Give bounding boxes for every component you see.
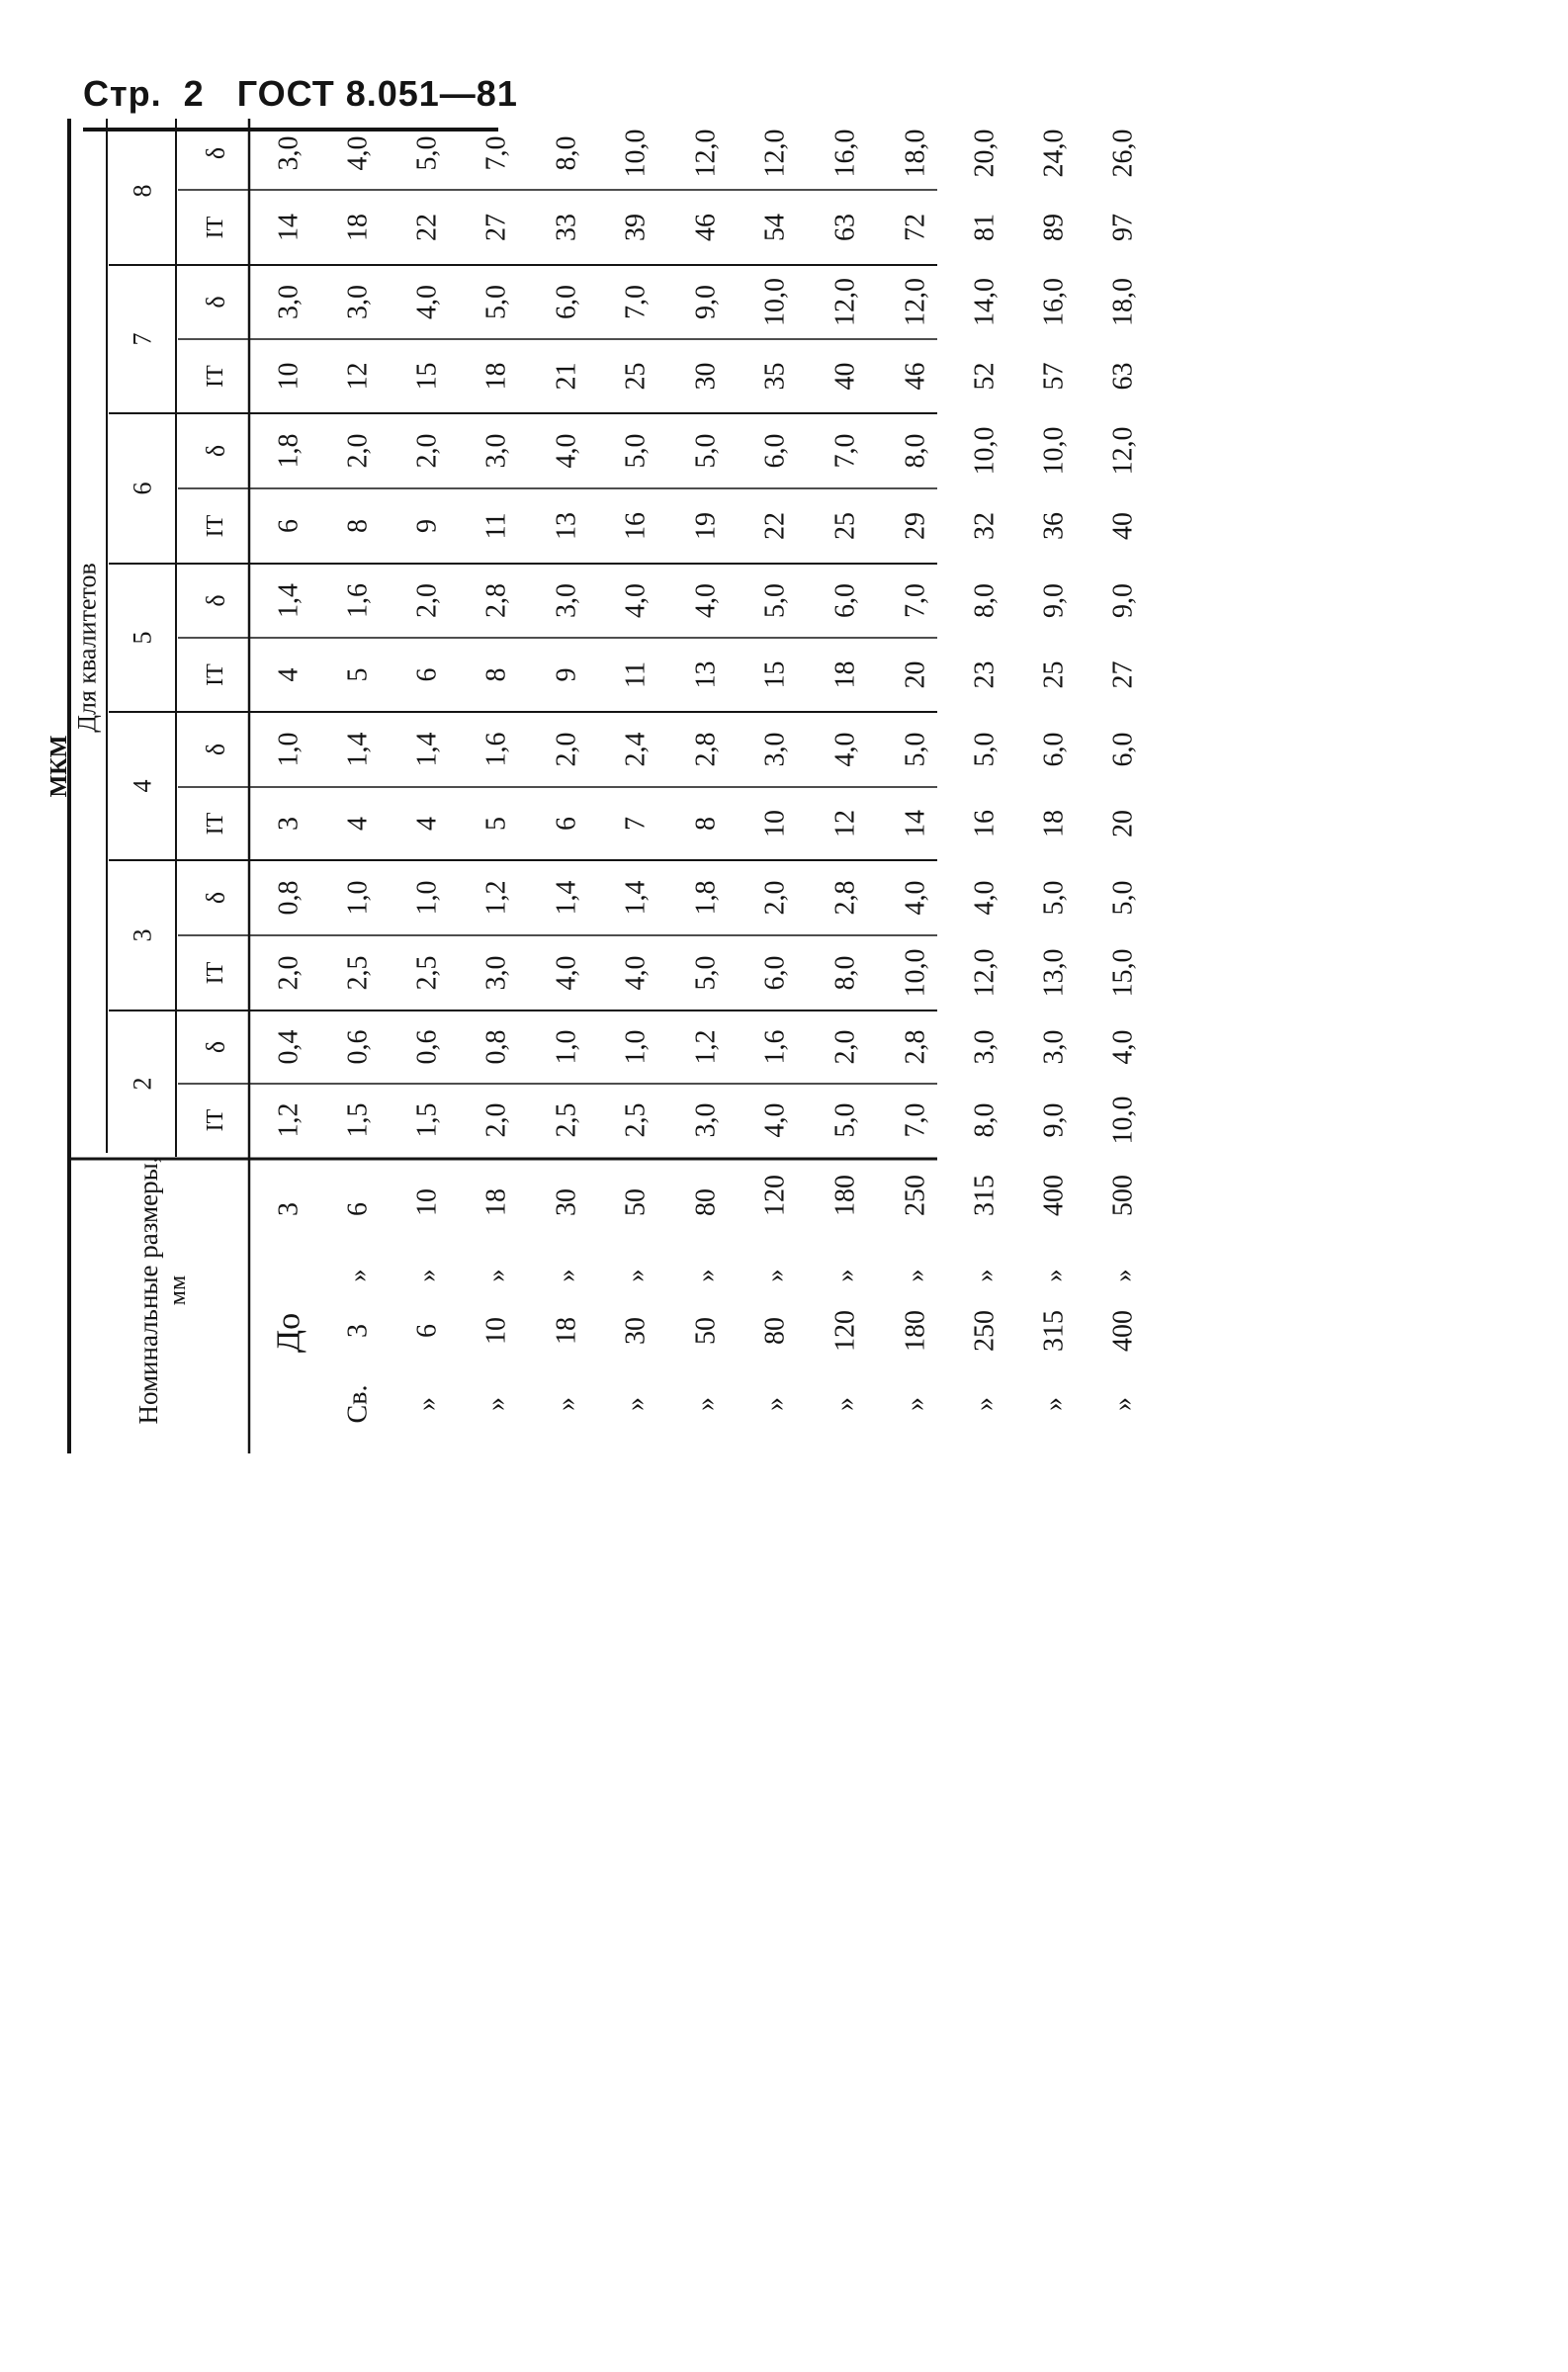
size-to: 6	[342, 1202, 374, 1216]
it-value: 46	[900, 362, 931, 391]
size-separator: »	[343, 1269, 373, 1282]
delta-value: 7,0	[900, 583, 931, 618]
it-value: 81	[969, 214, 1001, 241]
it-value: 3	[273, 817, 305, 831]
it-value: 97	[1107, 214, 1139, 241]
delta-value: 10,0	[1038, 426, 1070, 476]
delta-value: 6,0	[829, 583, 861, 618]
delta-value: 1,0	[342, 880, 374, 916]
delta-value: 1,4	[620, 880, 652, 916]
delta-value: 1,0	[273, 732, 305, 767]
delta-value: 4,0	[969, 880, 1001, 916]
size-prefix: »	[551, 1397, 582, 1411]
delta-value: 4,0	[829, 732, 861, 767]
delta-value: 2,8	[480, 583, 512, 618]
it-value: 27	[480, 214, 512, 241]
delta-value: 2,4	[620, 732, 652, 767]
it-value: 18	[829, 660, 861, 689]
quality-number: 2	[128, 1077, 157, 1091]
delta-value: 2,0	[829, 1029, 861, 1065]
size-to: 120	[759, 1175, 791, 1216]
delta-value: 1,0	[620, 1029, 652, 1065]
delta-value: 6,0	[759, 433, 791, 469]
size-to: 180	[829, 1175, 861, 1216]
it-value: 2,5	[620, 1102, 652, 1138]
delta-value: 4,0	[690, 583, 722, 618]
it-value: 4,0	[551, 955, 582, 991]
it-value: 1,5	[342, 1102, 374, 1138]
quality-number: 4	[128, 779, 157, 793]
it-value: 36	[1038, 512, 1070, 540]
it-value: 4	[411, 817, 443, 831]
it-value: 22	[759, 512, 791, 540]
page-number: 2	[183, 73, 205, 114]
delta-value: 12,0	[829, 278, 861, 326]
it-value: 63	[829, 214, 861, 241]
delta-value: 1,6	[480, 732, 512, 767]
delta-value: 1,2	[480, 880, 512, 916]
it-value: 14	[900, 810, 931, 837]
size-prefix: »	[1038, 1397, 1070, 1411]
it-value: 25	[829, 512, 861, 540]
it-value: 3,0	[480, 955, 512, 991]
it-value: 40	[1107, 512, 1139, 540]
it-value: 20	[1107, 810, 1139, 837]
delta-value: 2,0	[759, 880, 791, 916]
delta-value: 9,0	[1038, 583, 1070, 618]
it-value: 32	[969, 512, 1001, 540]
delta-value: 18,0	[1107, 278, 1139, 326]
size-separator: »	[760, 1269, 790, 1282]
delta-subheader: δ	[201, 1040, 230, 1054]
quality-number: 6	[128, 482, 157, 495]
quality-number: 8	[128, 184, 157, 198]
it-value: 40	[829, 362, 861, 391]
quality-number: 3	[128, 928, 157, 942]
it-value: 46	[690, 214, 722, 241]
units-label: МКМ	[46, 735, 72, 798]
delta-value: 1,0	[411, 880, 443, 916]
it-value: 12,0	[969, 948, 1001, 998]
it-value: 3,0	[690, 1102, 722, 1138]
it-value: 6,0	[759, 955, 791, 991]
size-prefix: »	[759, 1397, 791, 1411]
it-value: 12	[829, 810, 861, 837]
delta-value: 7,0	[620, 285, 652, 319]
delta-value: 4,0	[551, 433, 582, 469]
it-value: 22	[411, 214, 443, 241]
delta-subheader: δ	[201, 743, 230, 756]
it-value: 35	[759, 362, 791, 391]
it-value: 2,5	[551, 1102, 582, 1138]
delta-value: 4,0	[900, 880, 931, 916]
delta-value: 0,4	[273, 1029, 305, 1065]
delta-value: 0,8	[273, 880, 305, 916]
it-value: 89	[1038, 214, 1070, 241]
size-from: 120	[829, 1310, 861, 1352]
size-to: 3	[273, 1202, 305, 1216]
size-to: 10	[411, 1188, 443, 1216]
delta-value: 2,8	[900, 1029, 931, 1065]
it-value: 2,5	[411, 955, 443, 991]
it-value: 4,0	[620, 955, 652, 991]
delta-value: 0,6	[342, 1029, 374, 1065]
delta-value: 3,0	[273, 135, 305, 171]
delta-value: 2,8	[690, 732, 722, 767]
size-from: 50	[690, 1317, 722, 1345]
delta-value: 6,0	[1038, 732, 1070, 767]
it-value: 16	[969, 810, 1001, 837]
size-prefix: »	[900, 1397, 931, 1411]
size-from: 10	[480, 1317, 512, 1345]
size-prefix: »	[620, 1397, 652, 1411]
delta-value: 6,0	[1107, 732, 1139, 767]
delta-value: 9,0	[1107, 583, 1139, 618]
it-value: 57	[1038, 362, 1070, 391]
delta-value: 1,4	[273, 583, 305, 618]
it-value: 10,0	[900, 948, 931, 998]
it-value: 33	[551, 214, 582, 241]
it-value: 30	[690, 362, 722, 391]
delta-subheader: δ	[201, 891, 230, 905]
delta-value: 2,0	[411, 433, 443, 469]
it-subheader: IT	[203, 812, 228, 835]
size-separator: »	[552, 1269, 581, 1282]
delta-value: 5,0	[690, 433, 722, 469]
size-header-line1: Номинальные размеры,	[133, 1156, 163, 1425]
it-value: 9	[551, 667, 582, 682]
delta-value: 7,0	[829, 433, 861, 469]
delta-value: 0,6	[411, 1029, 443, 1065]
delta-value: 7,0	[480, 135, 512, 171]
it-value: 8	[480, 667, 512, 682]
size-from: 18	[551, 1317, 582, 1345]
it-value: 13,0	[1038, 948, 1070, 998]
delta-subheader: δ	[201, 296, 230, 308]
it-value: 6	[551, 817, 582, 831]
delta-value: 18,0	[900, 129, 931, 178]
delta-value: 8,0	[551, 135, 582, 171]
it-value: 29	[900, 512, 931, 540]
delta-value: 4,0	[1107, 1029, 1139, 1065]
size-to: 50	[620, 1188, 652, 1216]
it-value: 12	[342, 362, 374, 391]
delta-value: 12,0	[1107, 426, 1139, 476]
size-from: 315	[1038, 1310, 1070, 1352]
delta-value: 10,0	[969, 426, 1001, 476]
delta-value: 2,0	[342, 433, 374, 469]
size-prefix: »	[969, 1397, 1001, 1411]
it-value: 72	[900, 214, 931, 241]
it-value: 8	[342, 519, 374, 533]
delta-value: 1,4	[342, 732, 374, 767]
it-value: 16	[620, 512, 652, 540]
delta-value: 1,4	[551, 880, 582, 916]
quality-number: 5	[128, 631, 157, 645]
size-from: До	[270, 1312, 307, 1354]
size-header-line2: мм	[165, 1274, 191, 1306]
it-value: 15	[411, 362, 443, 391]
it-subheader: IT	[203, 1108, 228, 1132]
delta-value: 0,8	[480, 1029, 512, 1065]
it-value: 18	[480, 362, 512, 391]
size-from: 30	[620, 1317, 652, 1345]
it-value: 2,0	[273, 955, 305, 991]
delta-value: 8,0	[969, 583, 1001, 618]
delta-value: 3,0	[969, 1029, 1001, 1065]
size-from: 80	[759, 1317, 791, 1345]
delta-value: 10,0	[620, 129, 652, 178]
size-prefix: Св.	[342, 1384, 374, 1424]
it-value: 7	[620, 817, 652, 831]
page-label: Стр.	[83, 73, 162, 114]
it-value: 10	[759, 810, 791, 837]
delta-value: 5,0	[969, 732, 1001, 767]
size-to: 400	[1038, 1175, 1070, 1216]
it-value: 18	[342, 214, 374, 241]
delta-value: 1,6	[759, 1029, 791, 1065]
delta-value: 5,0	[759, 583, 791, 618]
it-value: 18	[1038, 810, 1070, 837]
size-from: 180	[900, 1310, 931, 1352]
size-separator: »	[901, 1269, 930, 1282]
it-value: 15	[759, 660, 791, 689]
it-value: 4,0	[759, 1102, 791, 1138]
size-to: 18	[480, 1188, 512, 1216]
delta-value: 5,0	[620, 433, 652, 469]
delta-value: 2,0	[411, 583, 443, 618]
delta-value: 26,0	[1107, 129, 1139, 178]
delta-value: 3,0	[273, 285, 305, 319]
delta-value: 12,0	[759, 129, 791, 178]
delta-subheader: δ	[201, 146, 230, 160]
it-value: 5	[480, 817, 512, 831]
it-value: 9	[411, 519, 443, 533]
size-to: 80	[690, 1188, 722, 1216]
delta-value: 1,2	[690, 1029, 722, 1065]
size-from: 400	[1107, 1310, 1139, 1352]
delta-value: 3,0	[342, 285, 374, 319]
delta-subheader: δ	[201, 594, 230, 607]
it-subheader: IT	[203, 514, 228, 538]
delta-value: 20,0	[969, 129, 1001, 178]
delta-value: 4,0	[411, 285, 443, 319]
it-value: 5,0	[829, 1102, 861, 1138]
delta-value: 14,0	[969, 278, 1001, 326]
it-value: 2,5	[342, 955, 374, 991]
delta-value: 5,0	[480, 285, 512, 319]
it-value: 4	[342, 817, 374, 831]
size-separator: »	[1108, 1269, 1138, 1282]
delta-value: 5,0	[411, 135, 443, 171]
it-subheader: IT	[203, 216, 228, 239]
delta-value: 3,0	[759, 732, 791, 767]
quality-number: 7	[128, 332, 157, 346]
delta-value: 16,0	[1038, 278, 1070, 326]
it-value: 11	[480, 512, 512, 540]
it-value: 19	[690, 512, 722, 540]
delta-value: 24,0	[1038, 129, 1070, 178]
it-value: 1,2	[273, 1102, 305, 1138]
size-to: 500	[1107, 1175, 1139, 1216]
it-value: 14	[273, 214, 305, 241]
it-value: 7,0	[900, 1102, 931, 1138]
it-value: 25	[1038, 660, 1070, 689]
it-subheader: IT	[203, 961, 228, 985]
delta-value: 1,4	[411, 732, 443, 767]
it-value: 6	[273, 519, 305, 533]
it-value: 27	[1107, 660, 1139, 689]
delta-value: 3,0	[1038, 1029, 1070, 1065]
it-value: 39	[620, 214, 652, 241]
it-value: 4	[273, 667, 305, 682]
it-value: 15,0	[1107, 948, 1139, 998]
it-value: 25	[620, 362, 652, 391]
size-prefix: »	[480, 1397, 512, 1411]
size-prefix: »	[1107, 1397, 1139, 1411]
delta-value: 5,0	[900, 732, 931, 767]
size-to: 250	[900, 1175, 931, 1216]
size-separator: »	[1039, 1269, 1069, 1282]
it-value: 10	[273, 362, 305, 391]
it-value: 13	[551, 512, 582, 540]
size-prefix: »	[829, 1397, 861, 1411]
delta-value: 1,0	[551, 1029, 582, 1065]
delta-value: 4,0	[620, 583, 652, 618]
size-to: 30	[551, 1188, 582, 1216]
delta-value: 10,0	[759, 278, 791, 326]
it-subheader: IT	[203, 365, 228, 388]
it-value: 52	[969, 362, 1001, 391]
size-prefix: »	[690, 1397, 722, 1411]
it-value: 8,0	[829, 955, 861, 991]
delta-value: 8,0	[900, 433, 931, 469]
delta-value: 1,8	[690, 880, 722, 916]
size-separator: »	[691, 1269, 721, 1282]
size-from: 3	[342, 1324, 374, 1338]
delta-value: 3,0	[551, 583, 582, 618]
it-value: 11	[620, 661, 652, 688]
size-separator: »	[830, 1269, 860, 1282]
size-separator: »	[970, 1269, 1000, 1282]
delta-value: 16,0	[829, 129, 861, 178]
delta-value: 12,0	[900, 278, 931, 326]
it-subheader: IT	[203, 663, 228, 686]
delta-value: 5,0	[1038, 880, 1070, 916]
it-value: 13	[690, 660, 722, 689]
it-value: 5	[342, 667, 374, 682]
delta-value: 4,0	[342, 135, 374, 171]
size-separator: »	[621, 1269, 651, 1282]
it-value: 5,0	[690, 955, 722, 991]
delta-value: 3,0	[480, 433, 512, 469]
it-value: 8,0	[969, 1102, 1001, 1138]
it-value: 1,5	[411, 1102, 443, 1138]
it-value: 8	[690, 817, 722, 831]
size-from: 6	[411, 1324, 443, 1338]
delta-value: 1,8	[273, 433, 305, 469]
size-to: 315	[969, 1175, 1001, 1216]
it-value: 20	[900, 660, 931, 689]
delta-value: 5,0	[1107, 880, 1139, 916]
size-prefix: »	[411, 1397, 443, 1411]
it-value: 63	[1107, 362, 1139, 391]
it-value: 23	[969, 660, 1001, 689]
delta-subheader: δ	[201, 444, 230, 458]
it-value: 21	[551, 362, 582, 391]
delta-value: 6,0	[551, 285, 582, 319]
delta-value: 1,6	[342, 583, 374, 618]
it-value: 54	[759, 214, 791, 241]
delta-value: 2,8	[829, 880, 861, 916]
it-value: 9,0	[1038, 1102, 1070, 1138]
size-from: 250	[969, 1310, 1001, 1352]
standard-number: ГОСТ 8.051—81	[236, 73, 518, 114]
it-value: 10,0	[1107, 1096, 1139, 1145]
size-separator: »	[481, 1269, 511, 1282]
quality-group-label: Для квалитетов	[72, 563, 102, 733]
size-separator: »	[412, 1269, 442, 1282]
it-value: 6	[411, 667, 443, 682]
delta-value: 2,0	[551, 732, 582, 767]
delta-value: 12,0	[690, 129, 722, 178]
it-value: 2,0	[480, 1102, 512, 1138]
delta-value: 9,0	[690, 285, 722, 319]
